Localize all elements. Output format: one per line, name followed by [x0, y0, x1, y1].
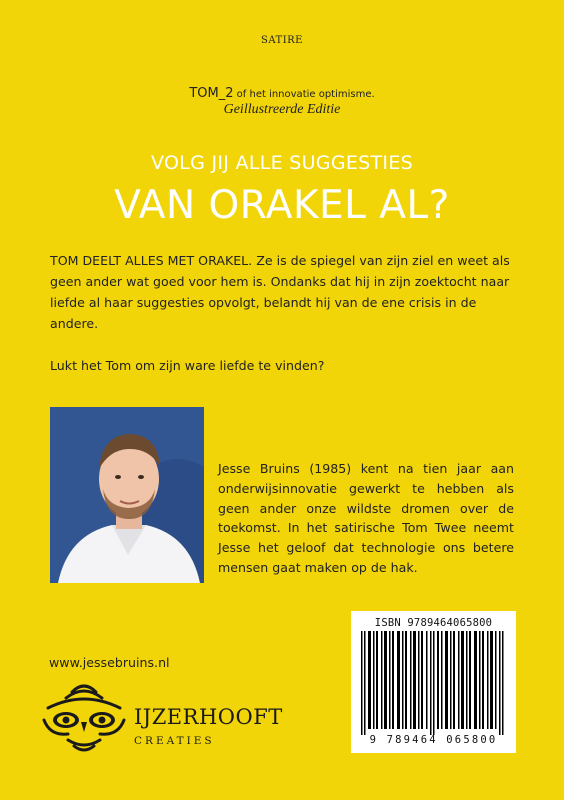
author-website: www.jessebruins.nl — [49, 655, 170, 670]
blurb-paragraph-2: Lukt het Tom om zijn ware liefde te vinden? — [50, 358, 325, 373]
headline-question-top: VOLG JIJ ALLE SUGGESTIES — [151, 152, 413, 174]
barcode-bars — [359, 631, 508, 735]
title-main: TOM_2 — [189, 86, 234, 101]
headline-question-bottom: VAN ORAKEL AL? — [114, 183, 450, 228]
isbn-label: ISBN 9789464065800 — [374, 617, 493, 629]
book-title — [0, 82, 564, 101]
publisher-owl-logo-icon — [38, 678, 130, 754]
isbn-barcode — [351, 611, 516, 753]
author-photo — [50, 407, 204, 583]
edition-label: Geillustreerde Editie — [223, 102, 341, 117]
blurb — [50, 250, 514, 376]
blurb-paragraph-1: TOM DEELT ALLES MET ORAKEL. Ze is de spiegel van zijn ziel en weet als geen ander wat goed voor hem is. Ondanks dat hij in zijn zoektocht naar liefde al haar suggesties opvolgt, belandt hij van de ene crisis in de andere. — [50, 253, 510, 331]
title-subtitle: of het innovatie optimisme. — [233, 89, 375, 100]
isbn-digits: 9 789464 065800 — [369, 734, 498, 746]
genre-label: SATIRE — [261, 35, 303, 46]
publisher-name: IJZERHOOFT — [134, 705, 283, 729]
author-portrait-illustration — [50, 407, 204, 583]
author-bio: Jesse Bruins (1985) kent na tien jaar aan onderwijsinnovatie gewerkt te hebben als geen ander onze wildste dromen over de toekomst. In het satirische Tom Twee neemt Jesse het geloof dat technologie ons betere mensen gaat maken op de hak. — [218, 461, 514, 575]
publisher-subtitle: CREATIES — [134, 735, 215, 747]
